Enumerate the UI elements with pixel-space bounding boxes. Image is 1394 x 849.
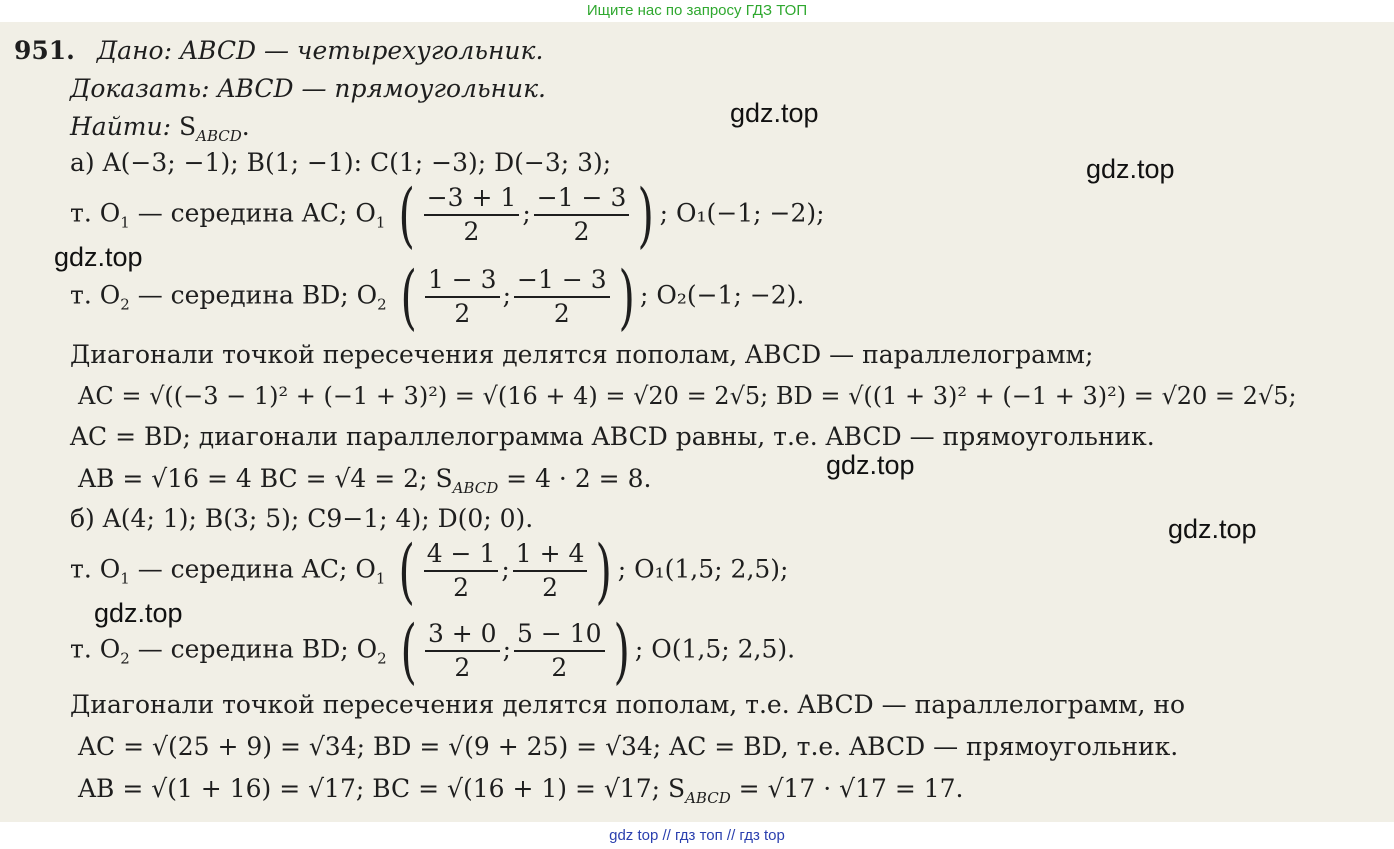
part-a-area: [78, 464, 651, 497]
textbook-page: [0, 22, 1394, 822]
o1-sub: 1: [120, 569, 130, 588]
fraction: [534, 182, 630, 248]
problem-header: [14, 36, 543, 65]
part-b-points: б) A(4; 1); B(3; 5); C9−1; 4); D(0; 0).: [70, 504, 534, 533]
o2-result: ; O₂(−1; −2).: [639, 280, 805, 310]
problem-number: 951.: [14, 36, 75, 65]
paren-right: ): [637, 174, 655, 256]
o1-sub-2: 1: [375, 213, 386, 232]
fraction-num: 4 − 1: [424, 538, 499, 572]
fraction: [514, 618, 605, 684]
o1-prefix: т. O: [70, 554, 121, 584]
o2-sub: 2: [120, 295, 130, 314]
prove-label: Доказать:: [70, 74, 210, 103]
part-a-o2-line: [70, 256, 805, 338]
fraction-num: 3 + 0: [425, 618, 500, 652]
paren-right: ): [618, 256, 635, 338]
fraction: [424, 182, 520, 248]
find-sub: ABCD: [196, 127, 242, 145]
paren-left: (: [398, 530, 416, 612]
prove-text: ABCD — прямоугольник.: [209, 74, 546, 103]
sep: ;: [501, 554, 510, 584]
fraction-den: 2: [454, 299, 471, 328]
fraction-den: 2: [542, 573, 559, 602]
area-text: AB = √(1 + 16) = √17; BC = √(16 + 1) = √17; S: [78, 774, 686, 803]
o1-mid: — середина AC; O: [129, 198, 376, 228]
o2-sub: 2: [120, 649, 130, 668]
paren-left: (: [398, 174, 416, 256]
fraction-num: 5 − 10: [514, 618, 605, 652]
watermark: gdz.top: [1086, 154, 1175, 184]
fraction-den: 2: [553, 299, 570, 328]
watermark: gdz.top: [54, 242, 143, 272]
watermark: gdz.top: [1168, 514, 1257, 544]
o1-result: ; O₁(−1; −2);: [659, 198, 825, 228]
part-a-lengths: AC = √((−3 − 1)² + (−1 + 3)²) = √(16 + 4) = √20 = 2√5; BD = √((1 + 3)² + (−1 + 3)²) = √20 = 2√5;: [78, 382, 1297, 410]
o1-sub-2: 1: [375, 569, 386, 588]
fraction-num: 1 − 3: [425, 264, 500, 298]
fraction-den: 2: [453, 573, 469, 602]
fraction: [514, 264, 610, 330]
part-b-area: [78, 774, 964, 807]
find-end: .: [241, 112, 250, 141]
watermark: gdz.top: [94, 598, 183, 628]
fraction-den: 2: [551, 653, 568, 682]
paren-right: ): [595, 530, 613, 612]
watermark: gdz.top: [826, 450, 915, 480]
part-a-o1-line: [70, 174, 825, 256]
o2-sub-2: 2: [377, 649, 387, 668]
given-label: Дано:: [96, 36, 173, 65]
watermark: gdz.top: [730, 98, 819, 128]
paren-left: (: [400, 610, 417, 692]
footer-links[interactable]: gdz top // гдз топ // гдз top: [609, 827, 785, 844]
fraction-den: 2: [454, 653, 471, 682]
o1-prefix: т. O: [70, 198, 121, 228]
part-b-lengths: AC = √(25 + 9) = √34; BD = √(9 + 25) = √34; AC = BD, т.е. ABCD — прямоугольник.: [78, 732, 1179, 761]
find-line: [70, 112, 250, 145]
o2-prefix: т. O: [70, 280, 121, 310]
fraction-num: −3 + 1: [424, 182, 520, 216]
fraction-den: 2: [573, 217, 590, 246]
paren-left: (: [400, 256, 417, 338]
find-label: Найти:: [70, 112, 172, 141]
given-text: ABCD — четырехугольник.: [172, 36, 544, 65]
o2-result: ; O(1,5; 2,5).: [634, 634, 796, 664]
o2-sub-2: 2: [377, 295, 387, 314]
search-banner[interactable]: Ищите нас по запросу ГДЗ ТОП: [586, 2, 808, 19]
part-a-diagonals: Диагонали точкой пересечения делятся пополам, ABCD — параллелограмм;: [70, 340, 1094, 369]
o1-result: ; O₁(1,5; 2,5);: [617, 554, 789, 584]
part-a-equal: AC = BD; диагонали параллелограмма ABCD равны, т.е. ABCD — прямоугольник.: [70, 422, 1155, 451]
part-a-points: а) A(−3; −1); B(1; −1): C(1; −3); D(−3; 3);: [70, 148, 612, 177]
area-sub: ABCD: [685, 789, 731, 807]
part-b-o1-line: [70, 530, 789, 612]
o1-mid: — середина AC; O: [129, 554, 376, 584]
fraction-num: −1 − 3: [534, 182, 630, 216]
area-end: = 4 · 2 = 8.: [498, 464, 652, 493]
find-text: S: [171, 112, 197, 141]
part-b-diagonals: Диагонали точкой пересечения делятся пополам, т.е. ABCD — параллелограмм, но: [70, 690, 1186, 719]
area-sub: ABCD: [452, 479, 499, 497]
fraction-num: 1 + 4: [513, 538, 588, 572]
prove-line: [70, 74, 546, 103]
o1-sub: 1: [120, 213, 130, 232]
o2-prefix: т. O: [70, 634, 121, 664]
sep: ;: [522, 198, 531, 228]
fraction: [424, 538, 499, 604]
fraction-num: −1 − 3: [514, 264, 610, 298]
sep: ;: [502, 280, 512, 310]
fraction-den: 2: [463, 217, 480, 246]
fraction: [425, 618, 500, 684]
o2-mid: — середина BD; O: [129, 280, 378, 310]
area-text: AB = √16 = 4 BC = √4 = 2; S: [78, 464, 453, 493]
fraction: [513, 538, 588, 604]
paren-right: ): [613, 610, 630, 692]
o2-mid: — середина BD; O: [129, 634, 378, 664]
area-end: = √17 · √17 = 17.: [730, 774, 964, 803]
fraction: [425, 264, 500, 330]
sep: ;: [502, 634, 512, 664]
